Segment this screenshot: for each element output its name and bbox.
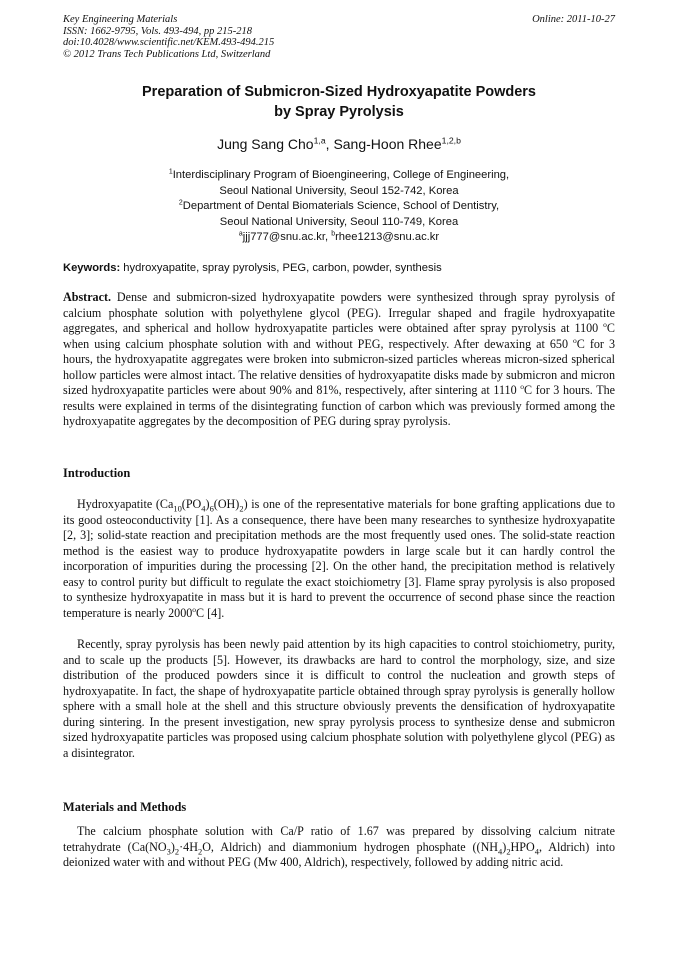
doi-line: doi:10.4028/www.scientific.net/KEM.493-494.215 bbox=[63, 37, 275, 48]
affiliations bbox=[63, 168, 615, 246]
subscript: 4 bbox=[534, 845, 539, 856]
methods-text: HPO bbox=[510, 839, 535, 854]
issn-line: ISSN: 1662-9795, Vols. 493-494, pp 215-218 bbox=[63, 25, 252, 37]
author-1: Jung Sang Cho bbox=[217, 136, 314, 152]
subscript: 2 bbox=[239, 503, 244, 514]
title-line-1: Preparation of Submicron-Sized Hydroxyapatite Powders bbox=[142, 84, 536, 100]
email-b-marker: b bbox=[331, 230, 336, 238]
affiliation-1-line-1 bbox=[63, 168, 615, 184]
affiliation-1-line-2: Seoul National University, Seoul 152-742, Korea bbox=[219, 184, 459, 197]
subscript: 10 bbox=[173, 503, 182, 514]
subscript: 4 bbox=[498, 845, 503, 856]
affiliation-2-text: Department of Dental Biomaterials Science, School of Dentistry, bbox=[182, 200, 500, 212]
intro-text: (OH) bbox=[213, 497, 240, 511]
author-2: Sang-Hoon Rhee bbox=[333, 136, 442, 152]
introduction-paragraph-1 bbox=[63, 497, 615, 621]
subscript: 2 bbox=[174, 845, 180, 856]
methods-heading: Materials and Methods bbox=[63, 800, 187, 814]
email-line bbox=[63, 230, 615, 246]
methods-text: The calcium phosphate solution with Ca/P ratio of 1.67 was prepared by dissolving calcium nitrate tetrahydrate (Ca(NO bbox=[63, 824, 615, 854]
journal-header bbox=[63, 14, 615, 60]
intro-text: Hydroxyapatite (Ca bbox=[77, 497, 174, 511]
affiliation-2-line-1 bbox=[63, 199, 615, 215]
keywords-label: Keywords: bbox=[63, 262, 121, 274]
abstract-label: Abstract. bbox=[63, 290, 112, 304]
intro-text: C [4]. bbox=[196, 605, 225, 620]
abstract-text-1: Dense and submicron-sized hydroxyapatite powders were synthesized through spray pyrolysis of calcium phosphate solution with polyethylene glycol (PEG). Irregular shaped and fragile hydroxyapatite aggregates, and spherical and hollow hydroxyapatite particles were obtained after spray pyrolysis at 1100 bbox=[63, 290, 615, 335]
affiliation-1-number: 1 bbox=[168, 168, 173, 176]
methods-paragraph bbox=[63, 824, 615, 871]
paper-title bbox=[63, 82, 615, 122]
degree-mark: o bbox=[192, 604, 197, 614]
author-list bbox=[63, 136, 615, 152]
methods-text: ) bbox=[502, 839, 507, 854]
degree-mark: o bbox=[573, 335, 577, 345]
affiliation-2-number: 2 bbox=[178, 199, 183, 207]
abstract-text-3: C for 3 hours, the hydroxyapatite aggregates were broken into submicron-sized particles whereas micron-sized spherical hollow particles were almost intact. The relative densities of hydroxyapatite disks made by submicron and micron sized hydroxyapatite particles were about 90% and 81%, respectively, after sintering at 1110 bbox=[63, 336, 615, 397]
intro-text: ) is one of the representative materials for bone grafting applications due to its good osteoconductivity [1]. As a consequence, there have been many researches to synthesize hydroxyapatite [2, 3]; solid-state reaction and precipitation methods are the most frequently used ones. The solid-state reaction method is the easiest way to produce hydroxyapatite powders in large scale but it can hardly control the incorporation of impurities during the processing [2]. On the other hand, the precipitation method is relatively easy to control purity but difficult to regulate the exact stoichiometry [3]. Flame spray pyrolysis is also proposed to synthesize hydroxyapatite in mass but it is hard to prevent the occurrence of second phase since the reaction temperature is nearly 2000 bbox=[63, 497, 615, 620]
keywords bbox=[63, 262, 615, 274]
methods-text: , Aldrich) into deionized water with and without PEG (Mw 400, Aldrich), respectively, followed by adding nitric acid. bbox=[63, 839, 615, 869]
intro-text: ) bbox=[205, 497, 210, 511]
subscript: 2 bbox=[506, 845, 511, 856]
email-a-marker: a bbox=[238, 230, 243, 238]
keywords-text: hydroxyapatite, spray pyrolysis, PEG, carbon, powder, synthesis bbox=[120, 262, 442, 274]
author-2-affil: 1,2,b bbox=[441, 135, 461, 146]
subscript: 4 bbox=[201, 503, 206, 514]
copyright-line: © 2012 Trans Tech Publications Ltd, Switzerland bbox=[63, 48, 271, 60]
affiliation-1-text: Interdisciplinary Program of Bioengineering, College of Engineering, bbox=[172, 169, 510, 181]
affiliation-2-line-2: Seoul National University, Seoul 110-749, Korea bbox=[219, 215, 459, 228]
subscript: 3 bbox=[166, 845, 171, 856]
title-line-2: by Spray Pyrolysis bbox=[274, 104, 404, 120]
methods-text: O, Aldrich) and diammonium hydrogen phosphate ((NH bbox=[202, 839, 499, 854]
methods-text: ·4H bbox=[179, 839, 198, 854]
journal-name: Key Engineering Materials bbox=[63, 14, 178, 25]
intro-text: (PO bbox=[181, 497, 202, 511]
introduction-paragraph-2: Recently, spray pyrolysis has been newly paid attention by its high capacities to control stoichiometry, purity, and to scale up the products [5]. However, its drawbacks are hard to control the morphology, size, and size distribution of the produced powders since it is difficult to control the nucleation and growth steps of hydroxyapatite. In fact, the shape of hydroxyapatite particle obtained through spray pyrolysis is generally hollow sphere with a small hole at the shell and this structure obviously prevents the densification of hydroxyapatite during sintering. In the present investigation, new spray pyrolysis process to synthesize dense and submicron sized hydroxyapatite particles was proposed using calcium phosphate solution with polyethylene glycol (PEG) as a disintegrator. bbox=[63, 637, 615, 760]
abstract bbox=[63, 290, 615, 430]
email-b: rhee1213@snu.ac.kr bbox=[335, 231, 440, 243]
subscript: 6 bbox=[209, 503, 214, 514]
author-separator: , bbox=[325, 136, 334, 152]
degree-mark: o bbox=[520, 381, 524, 391]
email-a: jjj777@snu.ac.kr, bbox=[242, 231, 332, 243]
online-date: Online: 2011-10-27 bbox=[532, 14, 615, 25]
abstract-text-4: C for 3 hours. The results were explained in terms of the disintegrating function of carbon which was previously formed among the hydroxyapatite aggregates by the decomposition of PEG during spray pyrolysis. bbox=[63, 383, 615, 428]
degree-mark: o bbox=[603, 319, 607, 329]
methods-text: ) bbox=[170, 839, 175, 854]
subscript: 2 bbox=[197, 845, 203, 856]
introduction-heading: Introduction bbox=[63, 466, 131, 480]
abstract-text-2: C when using calcium phosphate solution with and without PEG, respectively. After dewaxing at 650 bbox=[63, 321, 615, 351]
author-1-affil: 1,a bbox=[313, 135, 326, 146]
